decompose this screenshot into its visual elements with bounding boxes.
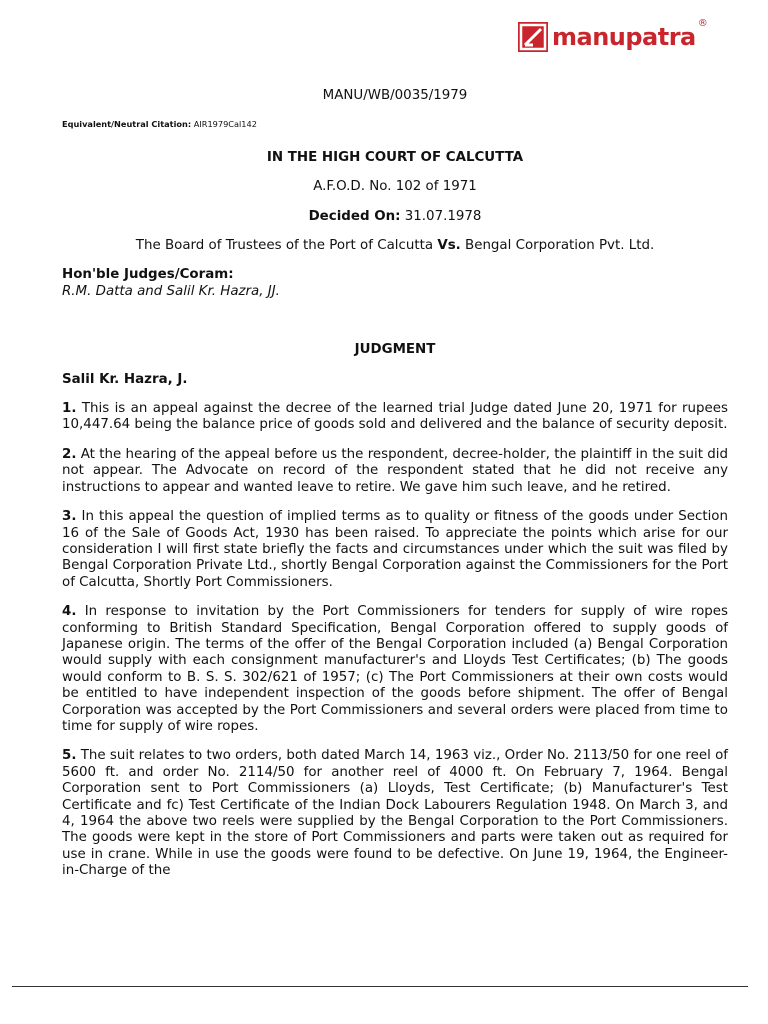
judgment-author: Salil Kr. Hazra, J.: [62, 371, 188, 387]
paragraph-text: In response to invitation by the Port Commissioners for tenders for supply of wire ropes conforming to British Standard Specification, Bengal Corporation offered to supply goods of Japanese origin. The terms of the offer of the Bengal Corporation included (a) Bengal Corporation would supply with each consignment manufacturer's and Lloyds Test Certificates; (b) The goods would conform to B. S. S. 302/621 of 1957; (c) The Port Commissioners at their own costs would be entitled to have independent inspection of the goods before shipment. The offer of Bengal Corporation was accepted by the Port Commissioners and several orders were placed from time to time for supply of wire ropes.: [62, 604, 728, 734]
equivalent-citation-label: Equivalent/Neutral Citation:: [62, 119, 192, 130]
paragraph-number: 4.: [62, 604, 77, 620]
paragraph: [62, 509, 728, 591]
case-number: A.F.O.D. No. 102 of 1971: [313, 179, 477, 195]
decided-on-label: Decided On:: [308, 208, 401, 224]
paragraph-number: 2.: [62, 446, 77, 462]
parties: [62, 238, 728, 254]
equivalent-citation-value: AIR1979Cal142: [193, 119, 257, 130]
appellant: The Board of Trustees of the Port of Calcutta: [135, 238, 434, 254]
equivalent-citation: [62, 116, 728, 132]
registered-mark: ®: [697, 18, 708, 29]
paragraph-number: 5.: [62, 748, 77, 764]
paragraph: [62, 401, 728, 434]
footer-divider: [12, 986, 748, 987]
paragraph-text: This is an appeal against the decree of the learned trial Judge dated June 20, 1971 for rupees 10,447.64 being the balance price of goods sold and delivered and the balance of security deposit.: [62, 401, 728, 433]
paragraph: [62, 604, 728, 735]
paragraph-text: At the hearing of the appeal before us the respondent, decree-holder, the plaintiff in the suit did not appear. The Advocate on record of the respondent stated that he did not receive any instructions to appear and wanted leave to retire. We gave him such leave, and he retired.: [62, 446, 728, 495]
manupatra-logo-icon: [518, 22, 548, 52]
versus: Vs.: [437, 238, 461, 254]
decided-on-date: 31.07.1978: [404, 208, 482, 224]
paragraph-text: In this appeal the question of implied terms as to quality or fitness of the goods under Section 16 of the Sale of Goods Act, 1930 has been raised. To appreciate the points which arise for our consideration I will first state briefly the facts and circumstances under which the suit was filed by Bengal Corporation Private Ltd., shortly Bengal Corporation against the Commissioners for the Port of Calcutta, Shortly Port Commissioners.: [62, 509, 728, 590]
judges-label: Hon'ble Judges/Coram:: [62, 267, 234, 283]
paragraph: [62, 447, 728, 496]
respondent: Bengal Corporation Pvt. Ltd.: [465, 238, 655, 254]
judges-names: R.M. Datta and Salil Kr. Hazra, JJ.: [62, 283, 280, 299]
paragraph: [62, 748, 728, 879]
judgment-heading: JUDGMENT: [354, 342, 436, 358]
court-name: IN THE HIGH COURT OF CALCUTTA: [266, 149, 524, 165]
paragraph-number: 1.: [62, 401, 77, 417]
manupatra-logo: [518, 18, 708, 52]
citation-id: MANU/WB/0035/1979: [322, 88, 468, 103]
paragraph-number: 3.: [62, 509, 77, 525]
judgment-document: [62, 88, 728, 880]
logo-text: manupatra: [552, 23, 696, 51]
paragraph-text: The suit relates to two orders, both dated March 14, 1963 viz., Order No. 2113/50 for one reel of 5600 ft. and order No. 2114/50 for another reel of 4000 ft. On February 7, 1964. Bengal Corporation sent to Port Commissioners (a) Lloyds, Test Certificate; (b) Manufacturer's Test Certificate and fc) Test Certificate of the Indian Dock Labourers Regulation 1948. On March 3, and 4, 1964 the above two reels were supplied by the Bengal Corporation to the Port Commissioners. The goods were kept in the store of Port Commissioners and parts were taken out as required for use in crane. While in use the goods were found to be defective. On June 19, 1964, the Engineer-in-Charge of the: [62, 748, 728, 879]
decided-on: [62, 209, 728, 225]
